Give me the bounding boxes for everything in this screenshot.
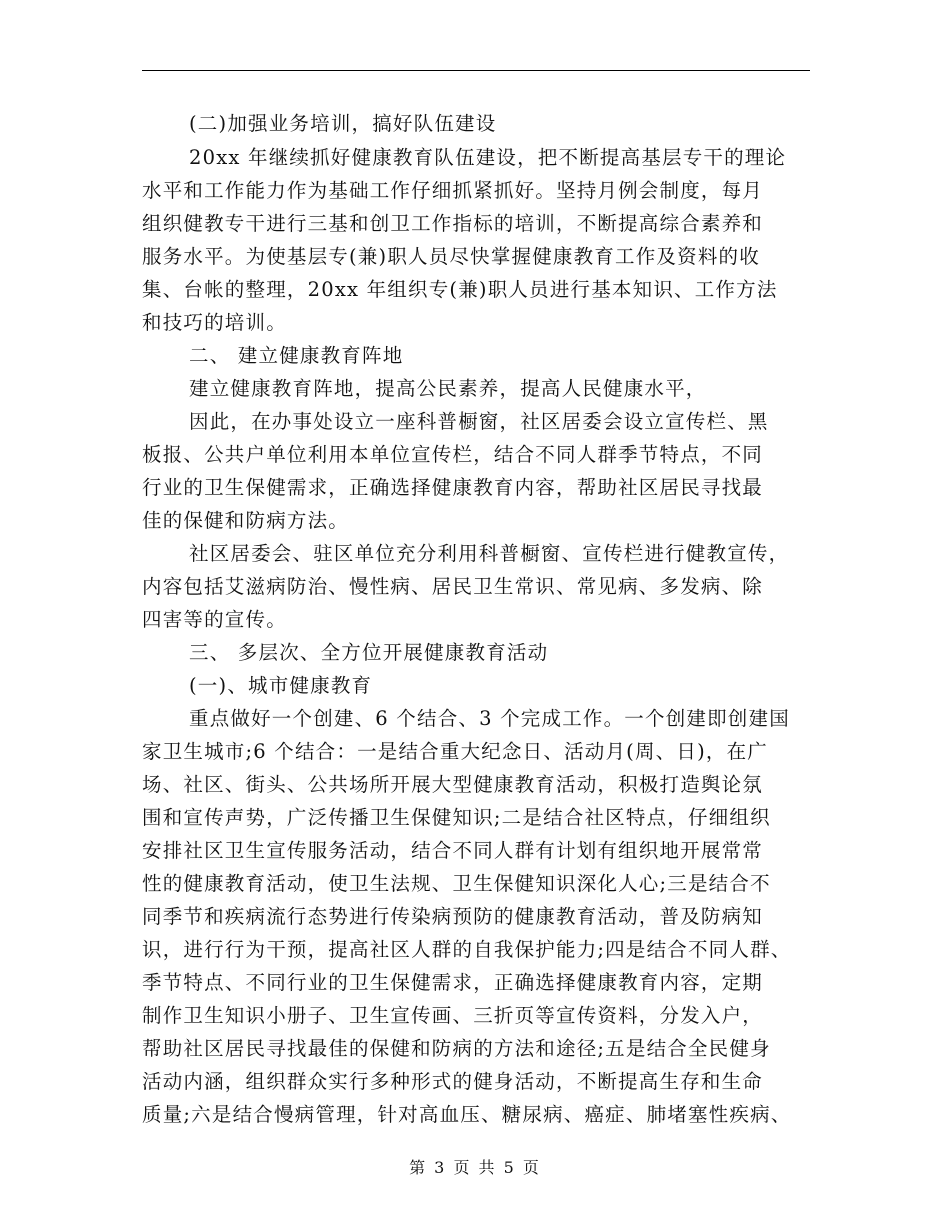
paragraph-line: 佳的保健和防病方法。 xyxy=(142,509,350,532)
paragraph-line: 组织健教专干进行三基和创卫工作指标的培训，不断提高综合素养和 xyxy=(142,212,764,235)
paragraph-line: 社区居委会、驻区单位充分利用科普橱窗、宣传栏进行健教宣传， xyxy=(189,542,790,565)
paragraph-line: 集、台帐的整理，20xx 年组织专(兼)职人员进行基本知识、工作方法 xyxy=(142,278,778,301)
section-heading: 三、 多层次、全方位开展健康教育活动 xyxy=(189,641,549,664)
paragraph-line: 围和宣传声势，广泛传播卫生保健知识;二是结合社区特点，仔细组织 xyxy=(142,806,771,829)
paragraph-line: 性的健康教育活动，使卫生法规、卫生保健知识深化人心;三是结合不 xyxy=(142,872,771,895)
paragraph-line: 水平和工作能力作为基础工作仔细抓紧抓好。坚持月例会制度，每月 xyxy=(142,179,764,202)
paragraph-line: 活动内涵，组织群众实行多种形式的健身活动，不断提高生存和生命 xyxy=(142,1070,764,1093)
paragraph-line: 板报、公共户单位利用本单位宣传栏，结合不同人群季节特点，不同 xyxy=(142,443,764,466)
paragraph-line: 制作卫生知识小册子、卫生宣传画、三折页等宣传资料，分发入户， xyxy=(142,1004,764,1027)
section-heading: (二)加强业务培训，搞好队伍建设 xyxy=(189,112,497,135)
paragraph-line: 识，进行行为干预，提高社区人群的自我保护能力;四是结合不同人群、 xyxy=(142,938,792,961)
paragraph-line: 季节特点、不同行业的卫生保健需求，正确选择健康教育内容，定期 xyxy=(142,971,764,994)
paragraph-line: 和技巧的培训。 xyxy=(142,311,287,334)
paragraph-line: 同季节和疾病流行态势进行传染病预防的健康教育活动，普及防病知 xyxy=(142,905,764,928)
paragraph-line: 场、社区、街头、公共场所开展大型健康教育活动，积极打造舆论氛 xyxy=(142,773,764,796)
paragraph-line: 建立健康教育阵地，提高公民素养，提高人民健康水平， xyxy=(189,377,707,400)
paragraph-line: 安排社区卫生宣传服务活动，结合不同人群有计划有组织地开展常常 xyxy=(142,839,764,862)
paragraph-line: 帮助社区居民寻找最佳的保健和防病的方法和途径;五是结合全民健身 xyxy=(142,1037,771,1060)
section-heading: 二、 建立健康教育阵地 xyxy=(189,344,404,367)
page-number-footer: 第 3 页 共 5 页 xyxy=(409,1158,541,1177)
section-heading: (一)、城市健康教育 xyxy=(189,674,373,697)
paragraph-line: 内容包括艾滋病防治、慢性病、居民卫生常识、常见病、多发病、除 xyxy=(142,575,764,598)
paragraph-line: 20xx 年继续抓好健康教育队伍建设，把不断提高基层专干的理论 xyxy=(189,146,787,169)
paragraph-line: 四害等的宣传。 xyxy=(142,608,287,631)
paragraph-line: 行业的卫生保健需求，正确选择健康教育内容，帮助社区居民寻找最 xyxy=(142,476,764,499)
header-rule xyxy=(142,70,810,71)
paragraph-line: 因此，在办事处设立一座科普橱窗，社区居委会设立宣传栏、黑 xyxy=(189,410,769,433)
paragraph-line: 服务水平。为使基层专(兼)职人员尽快掌握健康教育工作及资料的收 xyxy=(142,245,760,268)
paragraph-line: 质量;六是结合慢病管理，针对高血压、糖尿病、癌症、肺堵塞性疾病、 xyxy=(142,1103,792,1126)
paragraph-line: 家卫生城市;6 个结合：一是结合重大纪念日、活动月(周、日)，在广 xyxy=(142,740,768,763)
paragraph-line: 重点做好一个创建、6 个结合、3 个完成工作。一个创建即创建国 xyxy=(189,707,790,730)
